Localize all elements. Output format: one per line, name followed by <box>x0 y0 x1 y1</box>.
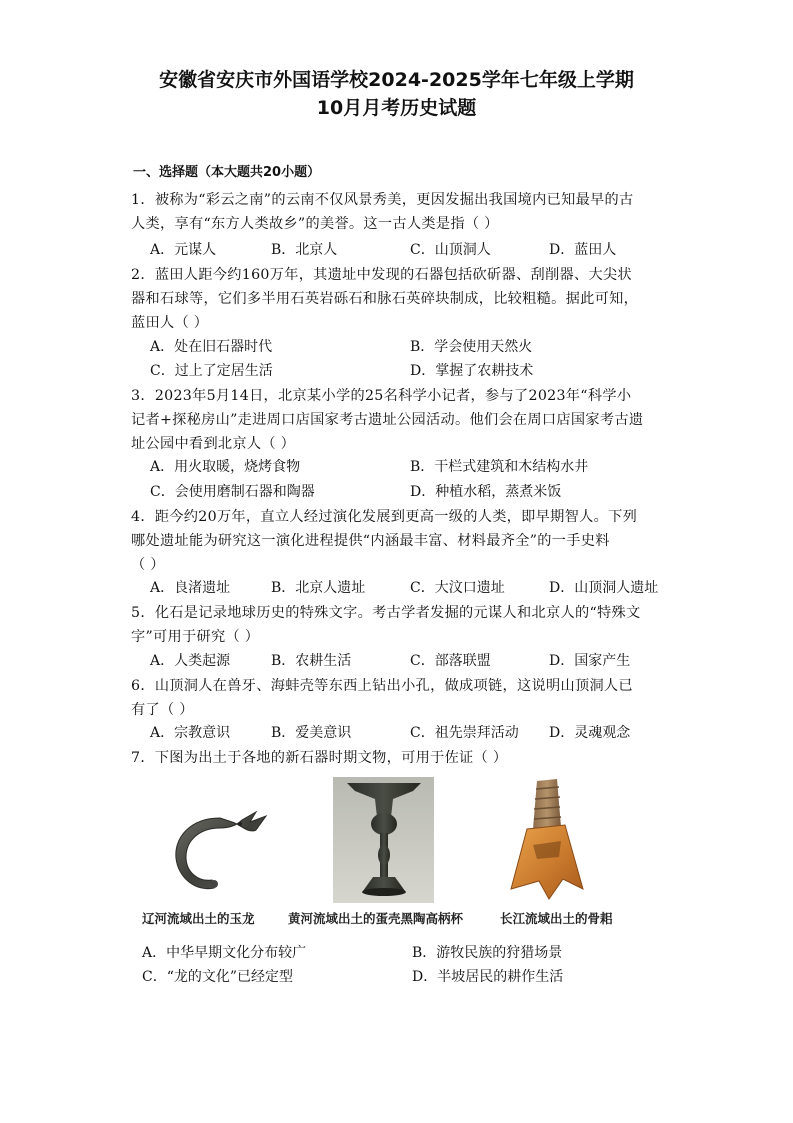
option-a[interactable]: A．人类起源 <box>150 653 231 669</box>
option-b[interactable]: B．农耕生活 <box>271 653 352 669</box>
option-b[interactable]: B．学会使用天然火 <box>410 339 533 355</box>
jade-dragon-image <box>160 800 280 900</box>
option-a[interactable]: A．处在旧石器时代 <box>150 339 273 355</box>
question-text: 有了（ ） <box>131 702 194 718</box>
option-c[interactable]: C．山顶洞人 <box>410 242 491 258</box>
option-a[interactable]: A．中华早期文化分布较广 <box>142 945 307 961</box>
question-5 <box>131 601 671 649</box>
option-d[interactable]: D．掌握了农耕技术 <box>410 363 534 379</box>
question-text: 址公园中看到北京人（ ） <box>131 436 296 452</box>
option-d[interactable]: D．国家产生 <box>549 653 631 669</box>
option-b[interactable]: B．北京人遗址 <box>271 580 366 596</box>
question-text: 字”可用于研究（ ） <box>131 629 260 645</box>
option-a[interactable]: A．用火取暖，烧烤食物 <box>150 459 301 475</box>
bone-spade-image <box>503 777 590 903</box>
option-a[interactable]: A．宗教意识 <box>150 725 231 741</box>
question-text: 蓝田人（ ） <box>131 315 209 331</box>
option-b[interactable]: B．干栏式建筑和木结构水井 <box>410 459 589 475</box>
option-c[interactable]: C．过上了定居生活 <box>150 363 273 379</box>
option-b[interactable]: B．北京人 <box>271 242 338 258</box>
question-text: 5．化石是记录地球历史的特殊文字。考古学者发掘的元谋人和北京人的“特殊文 <box>131 605 641 621</box>
option-d[interactable]: D．蓝田人 <box>549 242 617 258</box>
section-heading: 一、选择题（本大题共20小题） <box>133 165 321 180</box>
question-text: 记者+探秘房山”走进周口店国家考古遗址公园活动。他们会在周口店国家考古遗 <box>131 412 644 428</box>
question-text: 2．蓝田人距今约160万年，其遗址中发现的石器包括砍斫器、刮削器、大尖状 <box>131 267 632 283</box>
option-d[interactable]: D．灵魂观念 <box>549 725 631 741</box>
option-d[interactable]: D．山顶洞人遗址 <box>549 580 659 596</box>
question-text: 3．2023年5月14日，北京某小学的25名科学小记者，参与了2023年“科学小 <box>131 388 632 404</box>
option-d[interactable]: D．种植水稻，蒸煮米饭 <box>410 484 562 500</box>
option-b[interactable]: B．游牧民族的狩猎场景 <box>412 945 563 961</box>
question-text: （ ） <box>131 557 165 573</box>
option-b[interactable]: B．爱美意识 <box>271 725 352 741</box>
question-text: 人类，享有“东方人类故乡”的美誉。这一古人类是指（ ） <box>131 216 499 232</box>
figure-caption: 辽河流域出土的玉龙 <box>142 911 255 926</box>
option-a[interactable]: A．元谋人 <box>150 242 217 258</box>
figure-caption: 长江流域出土的骨耜 <box>500 911 613 926</box>
option-c[interactable]: C．祖先崇拜活动 <box>410 725 519 741</box>
question-3 <box>131 384 671 456</box>
option-c[interactable]: C．“龙的文化”已经定型 <box>142 969 294 985</box>
question-6 <box>131 674 671 722</box>
question-7 <box>131 746 671 770</box>
option-c[interactable]: C．会使用磨制石器和陶器 <box>150 484 315 500</box>
question-4 <box>131 505 671 577</box>
question-2 <box>131 263 671 335</box>
black-pottery-cup-image <box>333 777 434 903</box>
question-text: 4．距今约20万年，直立人经过演化发展到更高一级的人类，即早期智人。下列 <box>131 509 638 525</box>
question-text: 哪处遗址能为研究这一演化进程提供“内涵最丰富、材料最齐全”的一手史料 <box>131 533 610 549</box>
question-text: 7．下图为出土于各地的新石器时期文物，可用于佐证（ ） <box>131 750 508 766</box>
figure-caption: 黄河流域出土的蛋壳黑陶高柄杯 <box>288 911 464 926</box>
question-text: 器和石球等，它们多半用石英岩砾石和脉石英碎块制成，比较粗糙。据此可知， <box>131 291 639 307</box>
option-d[interactable]: D．半坡居民的耕作生活 <box>412 969 564 985</box>
option-c[interactable]: C．大汶口遗址 <box>410 580 505 596</box>
option-a[interactable]: A．良渚遗址 <box>150 580 231 596</box>
question-text: 6．山顶洞人在兽牙、海蚌壳等东西上钻出小孔，做成项链，这说明山顶洞人已 <box>131 678 633 694</box>
question-1 <box>131 188 671 236</box>
page-title: 安徽省安庆市外国语学校2024-2025学年七年级上学期 <box>159 69 634 91</box>
question-text: 1．被称为“彩云之南”的云南不仅风景秀美，更因发掘出我国境内已知最早的古 <box>131 192 634 208</box>
page-subtitle: 10月月考历史试题 <box>316 97 477 119</box>
option-c[interactable]: C．部落联盟 <box>410 653 491 669</box>
